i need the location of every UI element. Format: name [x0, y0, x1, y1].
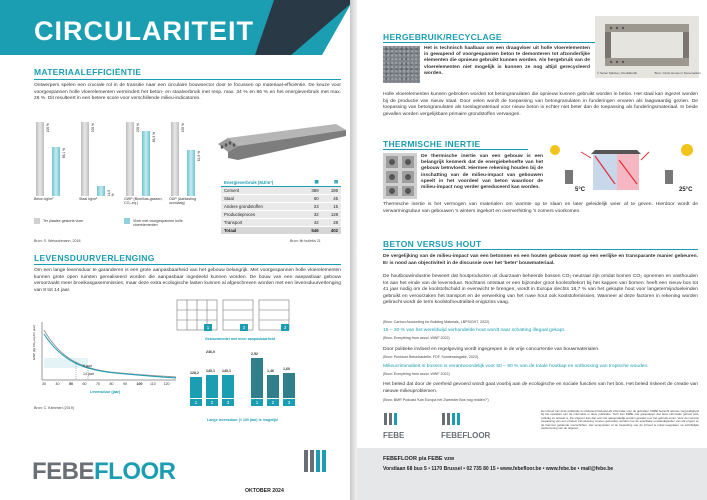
bar-insitu-0: [36, 122, 44, 196]
x-tick-label: 100: [136, 382, 143, 386]
section-heading-hergebruik: HERGEBRUIK/RECYCLAGE: [383, 32, 502, 42]
table-cell: Totaal: [221, 227, 302, 235]
bar-value-label: 66,1 %: [62, 148, 66, 159]
bar-hollowcore-1: [97, 186, 105, 196]
small-bar-value: 1,60: [283, 366, 290, 371]
photo-source: Bron: Circle House in Denemarken: [654, 71, 701, 75]
hergebruik-body-2: Holle vloerelementen kunnen gebroken worden tot betongranulaten die opnieuw kunnen gebruikt worden in beton. Het staal kan ingezet worden bij de productie van nieuw staal. Door velen wordt de toepassing van betongranulaten in funderingen ervaren als laagwaardig gezien. De toepassing van betongranulaten als toeslagmateriaal voor nieuw beton is echter niet beter dan de toepassing als funderingsmateriaal. In beide gevallen worden vergelijkbare primaire grondstoffen vervangen.: [383, 92, 698, 117]
small-bars-left: [186, 352, 246, 406]
legend-swatch-gray: [34, 218, 40, 224]
bar-insitu-2: [126, 122, 134, 196]
table-cell: 28: [322, 219, 341, 227]
beton-hout-body: De houtbouwindustrie beweert dat houtproducten uit duurzaam beheerde bossen CO₂-neutraal zijn omdat bomen CO₂ opnemen en vasthouden tot aan het einde van de levensduur. Nochtans ontstaat er een bijzonder groot koolstoftekort bij het kappen van bomen: heeft een nieuw bos tot 41 jaar nodig om de koolstofschuld in evenwicht te brengen, wordt in Europa slechts 18,7 % van het gekapte hout voor langetermijndoeleinden gebruikt en veroorzaken het transport en de verwerking van het ruwe hout ook koolstofemissies. Wanneer al deze factoren in rekening worden gebracht wordt de term koolstofneutraliteit enigszins vaag.: [383, 274, 698, 306]
circle-house-photo: [595, 16, 699, 78]
section-rule: [383, 249, 698, 250]
bar-category-label: ODP (Aantasting ozonlaag): [169, 197, 196, 206]
table-cell: 128: [322, 211, 341, 219]
section-heading-levensduur: LEVENSDUURVERLENGING: [34, 253, 155, 263]
thermal-house-diagram: [545, 140, 699, 198]
x-tick-label: 40: [55, 382, 60, 386]
table-row: [221, 219, 341, 227]
table-row: [221, 203, 341, 211]
beton-hout-body-3: Door politieke invloed en regelgeving wordt ingegrepen in de vrije concurrentie van bouwmaterialen.: [383, 347, 600, 352]
disclaimer: De inhoud van deze publicatie is uitsluitend bedoeld als informatie voor de gebruiker. FEBE betracht uiterste zorgvuldigheid bij het opstellen van de informatie in deze publicatie. Toch kan FEBE niet garanderen dat deze informatie geheel juist, volledig en actueel is. De uitgever kan dan ook niet aansprakelijk worden gesteld voor het gebruik ervan. Voor de correcte toepassing van een product zal rekening moeten gehouden worden met de specifieke omstandigheden van elk project en de hiervoor geldende voorschriften. Het verspreiden of de bewerking van de inhoud is enkel toegelaten na schriftelijke toestemming van de uitgever.: [541, 409, 699, 431]
logo-floor: FLOOR: [94, 458, 176, 485]
table-cell: 60: [302, 195, 321, 203]
label-8-jaar: 8 jaar: [83, 364, 92, 368]
x-tick-label: 30: [42, 382, 46, 386]
febefloor-logo: [32, 458, 176, 486]
x-tick-label: 80: [109, 382, 114, 386]
beton-hout-source-4: (Bron: Everything from wood, WWF 2022): [383, 372, 450, 376]
bar-value-label: 14,0 %: [107, 189, 115, 196]
badge-2: 2: [240, 324, 248, 331]
table-row: [221, 187, 341, 195]
bar-category-label: Beton kg/m²: [34, 197, 54, 201]
table-cell: Transport: [221, 219, 302, 227]
table-header-cell: Energieverbruik (MJ/m²): [221, 178, 302, 187]
date-label: OKTOBER 2024: [245, 488, 284, 494]
beton-hout-source-5: (Bron: BMR Podcast 'Kan Europa het Zwemder Bos nog redden?'): [383, 398, 489, 402]
bar-category-label: Staal kg/m²: [79, 197, 98, 201]
temp-high-label: 25°C: [679, 187, 693, 193]
levensduur-source: Bron: C. Kämmerl (2019): [34, 406, 74, 410]
gwp-y-axis-label: GWP (kg CO₂-eq./m²·jaar): [32, 325, 36, 361]
table-cell: 42: [302, 219, 321, 227]
energy-table-source: Bron: fib bulletin 21: [290, 239, 321, 243]
small-bar: [251, 358, 263, 398]
small-bar-value: 2,52: [251, 352, 258, 356]
section-rule: [383, 149, 528, 150]
gwp-x-ticks: [42, 382, 178, 388]
section-heading-beton-hout: BETON VERSUS HOUT: [383, 239, 482, 249]
bar-value-label: 100 %: [91, 123, 95, 133]
febefloor-logo-icon: [441, 412, 481, 426]
hollow-core-slab-image: [218, 122, 346, 160]
logo-febe: FEBE: [32, 458, 95, 485]
bar-value-label: 100 %: [136, 123, 140, 133]
table-cell: Cement: [221, 187, 302, 195]
beton-hout-source-2: (Bron: Everything from wood, WWF 2022): [383, 336, 450, 340]
building-caption: Gebouwmodel met meer aanpasbaarheid: [205, 337, 276, 341]
small-bar: [190, 377, 202, 398]
small-bar-value: 140,1: [206, 369, 215, 374]
temp-low-label: 5°C: [575, 187, 586, 193]
bar-category-label: GWP (Broeikas-gassen, CO₂-eq.): [124, 197, 163, 206]
small-bar-index: 1: [190, 399, 202, 406]
legend-label-teal: Vloer met voorgespannen holle vloerelementen: [133, 219, 183, 228]
beton-hout-body-4: Het beleid dat door de overheid gevoerd wordt gaat voorbij aan de ecologische en sociale functies van het bos. Het beleid riskeert de creatie van nieuwe milieuproblemen.: [383, 382, 698, 394]
small-bar: [283, 373, 295, 398]
thermisch-body-1: De thermische inertie van een gebouw is een belangrijk kenmerk dat de energiebehoefte van het gebouw beïnvloedt. Hiermee rekening houden bij de inschatting van de milieu-impact van gebouwen speelt in het voordeel van beton waardoor de milieu-impact nog verder gereduceerd kan worden.: [421, 154, 543, 191]
small-bar-index: 3: [222, 399, 234, 406]
x-tick-label: 60: [82, 382, 87, 386]
page-title: CIRCULARITEIT: [34, 16, 254, 46]
small-bar: [222, 375, 234, 398]
small-bar-value: 128,2: [190, 371, 199, 376]
febefloor-logo-small: [441, 412, 521, 440]
x-tick-label: 70: [96, 382, 100, 386]
photo-credit: © Søren Mattsen, Roskilde/dk: [597, 71, 637, 75]
thermisch-body-2: Thermische inertie is het vermogen van materialen om warmte op te slaan en later geleidelijk weer af te geven. Hierdoor wordt de verwarmingsduur van gebouwen 's winters ingekort en oververhitting 's zomers voorkomen.: [383, 202, 698, 214]
table-row: [221, 211, 341, 219]
beton-hout-source-1: (Bron: Carbon Accounting for Building Materials, LBPSIGHT, 2022): [383, 320, 490, 324]
bar-hollowcore-3: [187, 150, 195, 196]
febe-mark-icon: [302, 448, 332, 476]
table-cell: 15: [322, 203, 341, 211]
bar-value-label: 61,9 %: [197, 151, 201, 162]
badge-3: 3: [281, 324, 289, 331]
label-14-jaar: 14 jaar: [83, 372, 94, 376]
small-bar-value: 140,1: [222, 369, 231, 374]
febefloor-logo-text: FEBEFLOOR: [441, 431, 491, 440]
table-cell: 186: [322, 187, 341, 195]
gravel-photo: [383, 46, 420, 83]
building-model-sketch: [175, 296, 295, 336]
beton-hout-quote-2: Milieucriminaliteit in bossen is verantwoordelijk voor 50 – 90 % van de totale houtkap en ontbossing van tropische wouden.: [383, 364, 649, 369]
table-cell: 546: [302, 227, 321, 235]
material-bar-chart: [34, 118, 214, 196]
small-bar-value: 1,46: [267, 368, 274, 373]
small-bar-top-value: 246,0: [206, 350, 215, 354]
bar-hollowcore-2: [142, 131, 150, 196]
bar-value-label: 88,3 %: [152, 131, 156, 142]
febe-logo: [383, 412, 423, 440]
table-cell: 45: [322, 195, 341, 203]
x-tick-label: 110: [150, 382, 156, 386]
bar-chart-categories: [34, 197, 214, 211]
table-header-icon: ▦: [302, 178, 321, 187]
table-header-icon: ▤: [322, 178, 341, 187]
bar-insitu-1: [81, 122, 89, 196]
section-rule: [34, 264, 341, 265]
footer-company: FEBEFLOOR p/a FEBE vzw: [383, 456, 455, 462]
small-bar-index: 2: [267, 399, 279, 406]
section-rule: [34, 79, 341, 80]
legend-swatch-teal: [124, 218, 130, 224]
right-page: [357, 0, 707, 500]
table-cell: 23: [302, 203, 321, 211]
page-gutter: [350, 0, 357, 500]
section-rule: [383, 42, 611, 43]
febe-logo-icon: [383, 412, 423, 426]
x-tick-label: 50: [69, 382, 73, 386]
bar-hollowcore-0: [52, 147, 60, 196]
table-cell: 389: [302, 187, 321, 195]
materiaal-body: Ontwerpers spelen een cruciale rol in de transitie naar een circulaire bouwsector door te focussen op materiaal-efficiëntie. De keuze voor voorgespannen holle vloerelementen vermindert het beton- en staalverbruik met resp. max. 34 % en 86 % en het energieverbruik met max. 26 %. Dit resulteert in een betere score voor verschillende milieu-indicatoren.: [34, 83, 341, 102]
levensduur-body: Om een lange levensduur te garanderen is een grote aanpasbaarheid van het gebouw belangrijk. Met voorgespannen holle vloerelementen kunnen grote open ruimten gerealiseerd worden die aanpasbaar ingedeeld kunnen worden. De bouw van een aanpasbaar gebouw veroorzaakt meer broeikasgasemmissies, maar deze extra ecologische lasten kunnen al afgeschreven worden met een levensduurverlenging van 8 tot 14 jaar.: [34, 268, 341, 293]
hergebruik-body-1: Het is technisch haalbaar om een draagvloer uit holle vloerelementen in gewapend of voorgespannen beton te demonteren tot afzonderlijke elementen die opnieuw gebruikt kunnen worden. Als hergebruik van de vloerelementen niet mogelijk is kunnen ze nog altijd gerecycleerd worden.: [424, 46, 590, 76]
energy-table: [221, 178, 341, 235]
materiaal-source: Bron: S. Weisschmann, 2018: [34, 239, 81, 243]
section-heading-thermisch: THERMISCHE INERTIE: [383, 139, 481, 149]
footer-address: Vorstlaan 68 bus 5 • 1170 Brussel • 02 735 80 15 • www.febefloor.be • www.febe.be • mail@febe.be: [383, 466, 614, 472]
small-bar: [267, 375, 279, 398]
table-cell: 32: [302, 211, 321, 219]
small-bar-index: 1: [251, 399, 263, 406]
table-total-row: [221, 227, 341, 235]
badge-1: 1: [204, 324, 212, 331]
gwp-x-axis-label: Levensduur (jaar): [90, 390, 121, 394]
bar-value-label: 100 %: [181, 123, 185, 133]
small-bar-index: 3: [283, 399, 295, 406]
small-bars-right: [247, 352, 307, 406]
hollow-block-photo: [383, 153, 417, 199]
table-cell: Andere grondstoffen: [221, 203, 302, 211]
febe-logo-text: FEBE: [383, 431, 405, 440]
table-cell: Productieproces: [221, 211, 302, 219]
table-row: [221, 195, 341, 203]
section-heading-materiaal: MATERIAALEFFICIËNTIE: [34, 67, 142, 77]
small-bar: [206, 375, 218, 398]
left-page: [0, 0, 350, 500]
table-cell: 402: [322, 227, 341, 235]
table-cell: Staal: [221, 195, 302, 203]
beton-hout-source-3: (Bron: Punktum Betonbauteile, FDF, Sonderausgabe, 2023): [383, 355, 479, 359]
small-bar-index: 2: [206, 399, 218, 406]
table-header-row: [221, 178, 341, 187]
beton-hout-intro: De vergelijking van de milieu-impact van een betonnen en een houten gebouw moet op een eerlijke en transparante manier gebeuren. Er is nood aan objectiviteit in de discussie over het 'beter' bouwmateriaal.: [383, 254, 698, 266]
bar-insitu-3: [171, 122, 179, 196]
beton-hout-quote-1: 15 – 30 % van het wereldwijd verhandelde hout wordt naar schatting illegaal gekapt.: [383, 328, 566, 333]
x-tick-label: 120: [163, 382, 170, 386]
legend-label-gray: Ter plaatse gestorte vloer: [43, 219, 84, 223]
bar-caption: Lange levensduur (> 100 jaar) is mogelijk!: [207, 418, 279, 422]
x-tick-label: 90: [123, 382, 127, 386]
bar-value-label: 100 %: [46, 123, 50, 133]
